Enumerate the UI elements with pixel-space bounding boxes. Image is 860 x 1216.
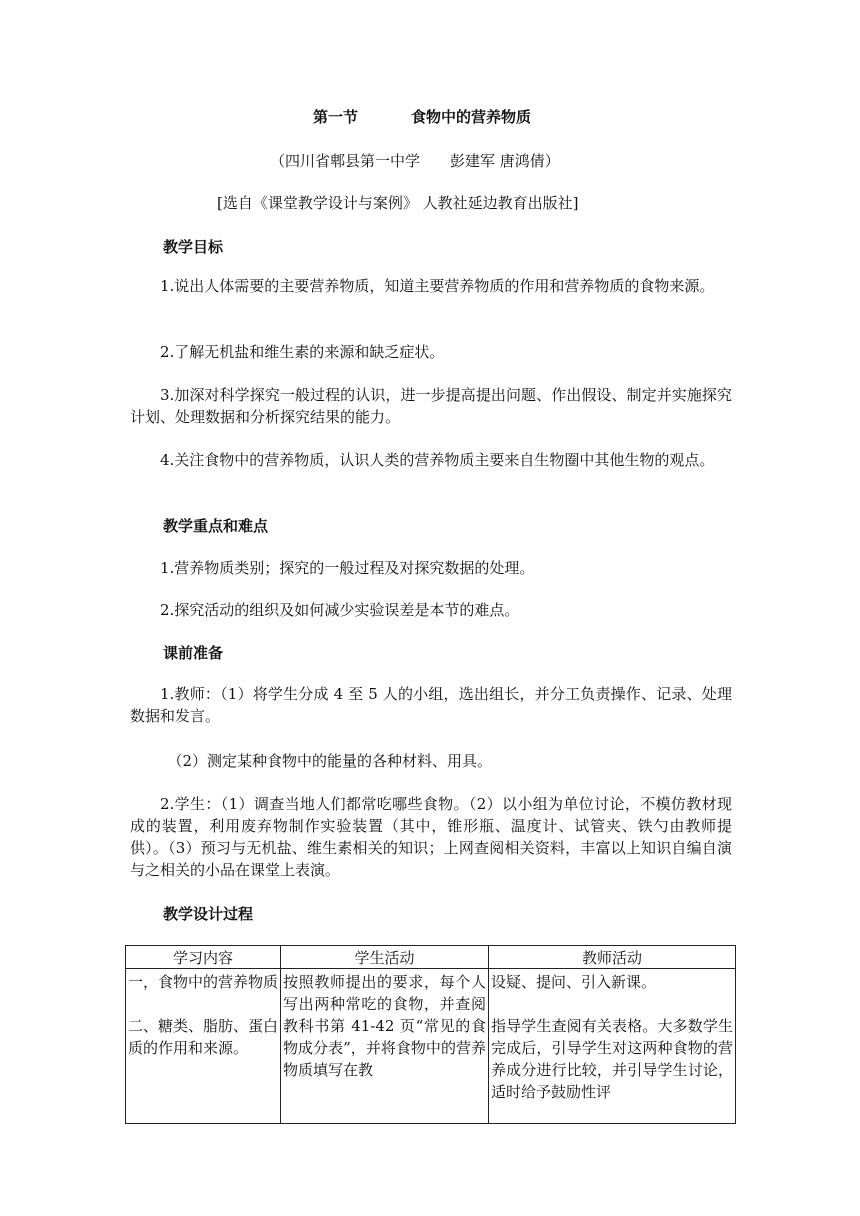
teacher-activity-2: 指导学生查阅有关表格。大多数学生完成后，引导学生对这两种食物的营养成分进行比较，并引导学生讨论，适时给予鼓励性评: [491, 1017, 733, 1101]
table-header-row: [126, 946, 736, 969]
key-point-item-2: 2.探究活动的组织及如何减少实验误差是本节的难点。: [160, 601, 520, 619]
process-heading: 教学设计过程: [163, 905, 254, 923]
preparation-item-1-sub: （2）测定某种食物中的能量的各种材料、用具。: [167, 752, 493, 770]
teacher-activity-1: 设疑、提问、引入新课。: [491, 973, 657, 991]
goal-item-4: 4.关注食物中的营养物质，认识人类的营养物质主要来自生物圈中其他生物的观点。: [160, 451, 715, 469]
table-row: [126, 969, 736, 1124]
lesson-design-table: [125, 945, 736, 1124]
preparation-item-2: 2.学生：（1）调查当地人们都常吃哪些食物。（2）以小组为单位讨论，不模仿教材现成的装置，利用废弃物制作实验装置（其中，锥形瓶、温度计、试管夹、铁勺由教师提供）。（3）预习与无机盐、维生素相关的知识；上网查阅相关资料，丰富以上知识自编自演与之相关的小品在课堂上表演。: [130, 795, 732, 879]
source-line: [选自《课堂教学设计与案例》 人教社延边教育出版社]: [217, 194, 579, 212]
author-line: （四川省郫县第一中学 彭建军 唐鸿倩）: [270, 152, 560, 170]
goals-heading: 教学目标: [163, 238, 224, 256]
student-activity-cell: 按照教师提出的要求，每个人写出两种常吃的食物，并查阅教科书第 41-42 页“常见的食物成分表”，并将食物中的营养物质填写在教: [281, 969, 489, 1124]
content-topic-1: 一，食物中的营养物质: [128, 973, 279, 991]
section-number: 第一节: [313, 108, 359, 126]
preparation-item-1: 1.教师：（1）将学生分成 4 至 5 人的小组，选出组长，并分工负责操作、记录、处理数据和发言。: [130, 685, 732, 725]
section-title: 食物中的营养物质: [411, 108, 532, 126]
key-point-item-1: 1.营养物质类别；探究的一般过程及对探究数据的处理。: [160, 559, 535, 577]
goal-item-2: 2.了解无机盐和维生素的来源和缺乏症状。: [160, 343, 445, 361]
content-cell: [126, 969, 281, 1124]
column-header-teacher: 教师活动: [489, 946, 736, 969]
goal-item-3: 3.加深对科学探究一般过程的认识，进一步提高提出问题、作出假设、制定并实施探究计划、处理数据和分析探究结果的能力。: [130, 386, 732, 426]
column-header-student: 学生活动: [281, 946, 489, 969]
key-points-heading: 教学重点和难点: [163, 517, 269, 535]
content-topic-2: 二、糖类、脂肪、蛋白质的作用和来源。: [128, 1017, 279, 1057]
goal-item-1: 1.说出人体需要的主要营养物质，知道主要营养物质的作用和营养物质的食物来源。: [160, 277, 715, 295]
teacher-activity-cell: [489, 969, 736, 1124]
column-header-content: 学习内容: [126, 946, 281, 969]
preparation-heading: 课前准备: [163, 644, 224, 662]
